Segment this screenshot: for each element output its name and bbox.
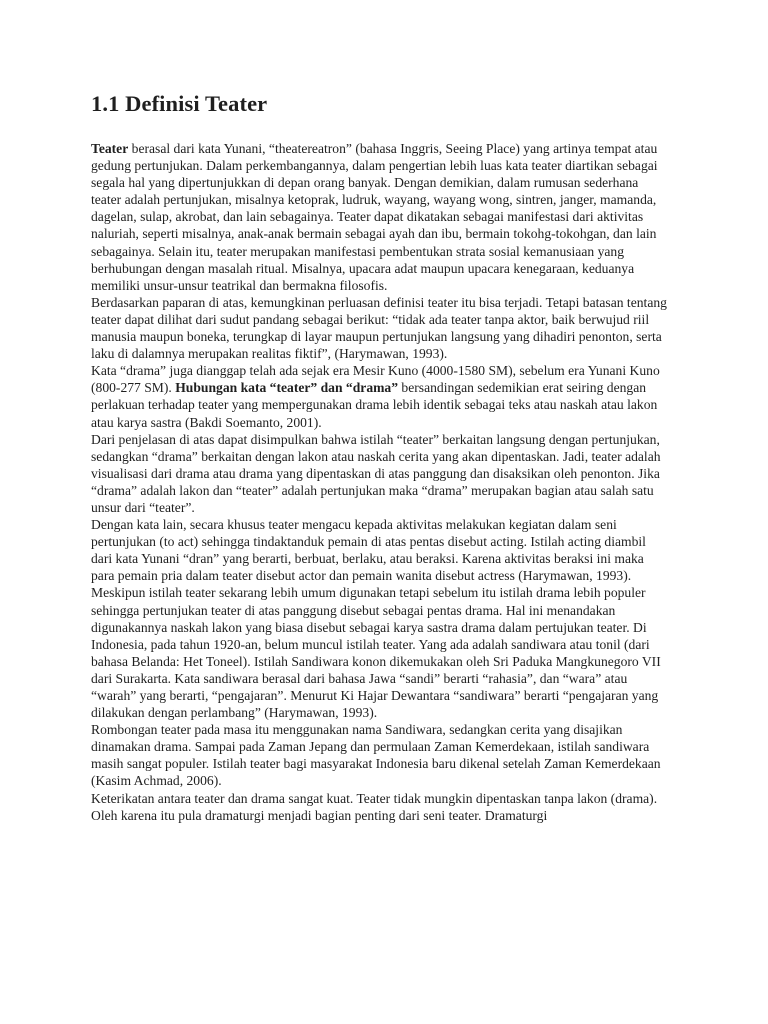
paragraph-scope: Berdasarkan paparan di atas, kemungkinan perluasan definisi teater itu bisa terjadi. Tetapi batasan tentang teater dapat dilihat dari sudut pandang sebagai berikut: “tidak ada teater tanpa aktor, baik berwujud riil manusia maupun boneka, terungkap di layar maupun pertunjukan langsung yang dihadiri penonton, serta laku di dalamnya merupakan realitas fiktif”, (Harymawan, 1993). xyxy=(91,294,667,362)
paragraph-text: bersandingan sedemikian erat seiring dengan perlakuan terhadap teater yang mempergunakan drama lebih identik sebagai teks atau naskah atau lakon atau karya sastra (Bakdi Soemanto, 2001). xyxy=(91,380,658,430)
paragraph-acting: Dengan kata lain, secara khusus teater mengacu kepada aktivitas melakukan kegiatan dalam seni pertunjukan (to act) sehingga tindaktanduk pemain di atas pentas disebut acting. Istilah acting diambil dari kata Yunani “dran” yang berarti, berbuat, berlaku, atau beraksi. Karena aktivitas beraksi ini maka para pemain pria dalam teater disebut actor dan pemain wanita disebut actress (Harymawan, 1993). xyxy=(91,517,646,584)
paragraph-sandiwara: Meskipun istilah teater sekarang lebih umum digunakan tetapi sebelum itu istilah drama lebih populer sehingga pertunjukan teater di atas panggung disebut sebagai pentas drama. Hal ini menandakan digunakannya naskah lakon yang biasa disebut sebagai karya sastra drama dalam pertujukan teater. Di Indonesia, pada tahun 1920-an, belum muncul istilah teater. Yang ada adalah sandiwara atau tonil (dari bahasa Belanda: Het Toneel). Istilah Sandiwara konon dikemukakan oleh Sri Paduka Mangkunegoro VII dari Surakarta. Kata sandiwara berasal dari bahasa Jawa “sandi” berarti “rahasia”, dan “wara” atau “warah” yang berarti, “pengajaran”. Menurut Ki Hajar Dewantara “sandiwara” berarti “pengajaran yang dilakukan dengan perlambang” (Harymawan, 1993). xyxy=(91,585,661,721)
bold-term: Teater xyxy=(91,141,129,156)
bold-phrase: Hubungan kata “teater” dan “drama” xyxy=(175,380,399,396)
paragraph-dramaturgi: Keterikatan antara teater dan drama sangat kuat. Teater tidak mungkin dipentaskan tanpa lakon (drama). Oleh karena itu pula dramaturgi menjadi bagian penting dari seni teater. Dramaturgi xyxy=(91,790,658,823)
paragraph-text: berasal dari kata Yunani, “theatereatron” (bahasa Inggris, Seeing Place) yang artinya tempat atau gedung pertunjukan. Dalam perkembangannya, dalam pengertian lebih luas kata teater diartikan sebagai segala hal yang dipertunjukkan di depan orang banyak. Dengan demikian, dalam rumusan sederhana teater adalah pertunjukan, misalnya ketoprak, ludruk, wayang, wayang wong, sintren, janger, mamanda, dagelan, sulap, akrobat, dan lain sebagainya. Teater dapat dikatakan sebagai manifestasi dari aktivitas naluriah, seperti misalnya, anak-anak bermain sebagai ayah dan ibu, bermain tokohg-tokohgan, dan lain sebagainya. Selain itu, teater merupakan manifestasi pembentukan strata sosial kemanusiaan yang berhubungan dengan masalah ritual. Misalnya, upacara adat maupun upacara kenegaraan, keduanya memiliki unsur-unsur teatrikal dan bermakna filosofis. xyxy=(91,141,658,293)
section-heading: 1.1 Definisi Teater xyxy=(91,91,268,116)
paragraph-rombongan: Rombongan teater pada masa itu menggunakan nama Sandiwara, sedangkan cerita yang disajikan dinamakan drama. Sampai pada Zaman Jepang dan permulaan Zaman Kemerdekaan, istilah sandiwara masih sangat populer. Istilah teater bagi masyarakat Indonesia baru dikenal setelah Zaman Kemerdekaan (Kasim Achmad, 2006). xyxy=(91,722,661,789)
paragraph-drama-origin xyxy=(91,362,668,430)
paragraph-text: Kata “drama” juga dianggap telah ada sejak era Mesir Kuno (4000-1580 SM), sebelum era Yunani Kuno (800-277 SM). xyxy=(91,363,660,396)
paragraph-definition xyxy=(91,140,668,294)
paragraph-conclusion: Dari penjelasan di atas dapat disimpulkan bahwa istilah “teater” berkaitan langsung dengan pertunjukan, sedangkan “drama” berkaitan dengan lakon atau naskah cerita yang akan dipentaskan. Jadi, teater adalah visualisasi dari drama atau drama yang dipentaskan di atas panggung dan disaksikan oleh penonton. Jika “drama” adalah lakon dan “teater” adalah pertunjukan maka “drama” merupakan bagian atau salah satu unsur dari “teater”. xyxy=(91,431,661,515)
